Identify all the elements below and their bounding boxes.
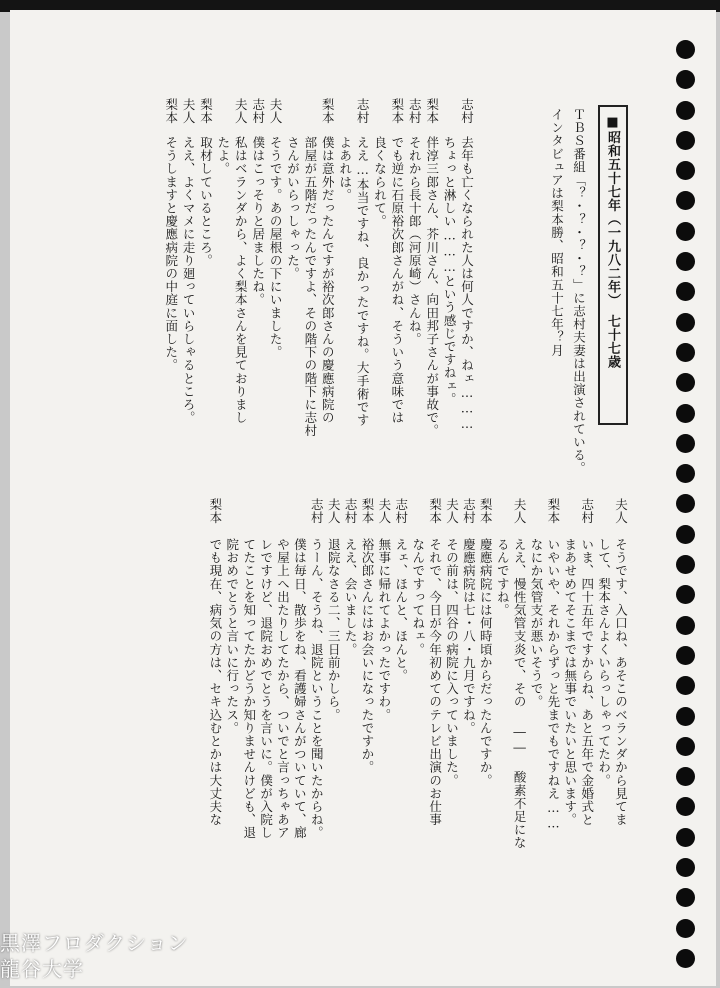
speaker-label: 梨本 bbox=[198, 98, 214, 125]
dialogue-line: ええ、よくマメに走り廻っていらしゃるところ。 bbox=[181, 136, 197, 425]
speaker-label: 夫人 bbox=[512, 498, 528, 525]
dialogue-line: 慶應病院には何時頃からだったんですか。 bbox=[478, 538, 494, 787]
dialogue-line: その前は、四谷の病院に入っていました。 bbox=[444, 538, 460, 787]
dialogue-line: 伴淳三郎さん、芥川さん、向田邦子さんが事故で。 bbox=[424, 136, 440, 438]
dialogue-line: 裕次郎さんにはお会いになったですか。 bbox=[360, 538, 375, 774]
binder-hole bbox=[676, 131, 695, 150]
dialogue-line: 慶應病院は七・八・九月ですね。 bbox=[461, 538, 477, 735]
speaker-label: 梨本 bbox=[424, 98, 440, 125]
binder-hole bbox=[676, 767, 695, 786]
binder-hole bbox=[676, 70, 695, 89]
binder-hole bbox=[676, 616, 695, 635]
dialogue-line: 私はベランダから、よく梨本さんを見ておりまし bbox=[233, 136, 249, 425]
dialogue-line: なにか気管支が悪いそうで。 bbox=[529, 538, 544, 709]
binder-hole bbox=[676, 676, 695, 695]
speaker-label: 志村 bbox=[459, 98, 475, 125]
speaker-label: 梨本 bbox=[389, 98, 405, 125]
speaker-label: 梨本 bbox=[207, 498, 223, 525]
speaker-label: 夫人 bbox=[444, 498, 460, 525]
dialogue-line: ちょっと淋しい………という感じですねェ。 bbox=[442, 136, 458, 406]
watermark-line-1: 黒澤フロダクション bbox=[0, 931, 189, 955]
binder-hole bbox=[676, 858, 695, 877]
dialogue-line: 良くなられて。 bbox=[372, 136, 388, 228]
binder-hole bbox=[676, 585, 695, 604]
binder-hole bbox=[676, 828, 695, 847]
dialogue-line: 退院なさる二、三日前かしら。 bbox=[326, 538, 342, 722]
binder-hole bbox=[676, 646, 695, 665]
binder-hole bbox=[676, 40, 695, 59]
speaker-label: 志村 bbox=[309, 498, 325, 525]
dialogue-line: でも現在、病気の方は、セキ込むとかは大丈夫な bbox=[207, 538, 223, 827]
binder-hole bbox=[676, 313, 695, 332]
dialogue-line: 去年も亡くなられた人は何人ですか、ねェ……… bbox=[459, 136, 475, 432]
speaker-label: 志村 bbox=[407, 98, 423, 125]
dialogue-line: でも逆に石原裕次郎さんがね、そういう意味では bbox=[389, 136, 405, 425]
speaker-label: 夫人 bbox=[268, 98, 284, 125]
dialogue-line: ええ…本当ですね、良かったですね。大手術です bbox=[355, 136, 371, 427]
dialogue-line: さんがいらっしゃった。 bbox=[285, 136, 301, 281]
binder-hole bbox=[676, 888, 695, 907]
header-box bbox=[598, 105, 628, 425]
dialogue-line: なんですってねェ。 bbox=[410, 538, 426, 656]
speaker-label: 志村 bbox=[579, 498, 595, 525]
binder-hole bbox=[676, 343, 695, 362]
speaker-label: 夫人 bbox=[181, 98, 197, 125]
intro-line-1: ＴＢＳ番組「？・？・？・？」に志村夫妻は出演されている。 bbox=[571, 108, 587, 475]
binder-hole bbox=[676, 797, 695, 816]
binder-hole bbox=[676, 404, 695, 423]
binder-hole bbox=[676, 737, 695, 756]
speaker-label: 梨本 bbox=[478, 498, 494, 525]
dialogue-line: 無事に帰れてよかったですわ。 bbox=[376, 538, 392, 722]
intro-line-2: インタビュアは梨本勝、昭和五十七年？月 bbox=[549, 108, 565, 357]
binder-hole bbox=[676, 555, 695, 574]
binder-hole bbox=[676, 161, 695, 180]
dialogue-line: えェ、ほんと、ほんと。 bbox=[393, 538, 409, 683]
speaker-label: 志村 bbox=[393, 498, 409, 525]
speaker-label: 志村 bbox=[343, 498, 359, 525]
speaker-label: 夫人 bbox=[326, 498, 342, 525]
dialogue-line: そうです。あの屋根の下にいました。 bbox=[268, 136, 284, 359]
dialogue-line: いやいや、それからずっと先までもですねえ…… bbox=[545, 538, 561, 832]
binder-hole bbox=[676, 101, 695, 120]
dialogue-line: たよ。 bbox=[215, 136, 231, 176]
dialogue-line: それで、今日が今年初めてのテレビ出演のお仕事 bbox=[427, 538, 443, 827]
document-page bbox=[10, 10, 716, 986]
dialogue-line: それから長十郎（河原崎）さんね。 bbox=[407, 136, 423, 346]
binder-hole bbox=[676, 222, 695, 241]
binder-holes bbox=[676, 40, 698, 979]
speaker-label: 梨本 bbox=[360, 498, 375, 525]
dialogue-line: よあれは。 bbox=[337, 136, 353, 202]
dialogue-line: まあせめてそこまでは無事でいたいと思います。 bbox=[562, 538, 578, 827]
dialogue-line: レですけど、退院おめでとうを言いに。僕が入院し bbox=[258, 538, 274, 840]
dialogue-line: 僕は毎日、散歩をね、看護婦さんがついていて、廊 bbox=[292, 538, 308, 840]
speaker-label: 梨本 bbox=[427, 498, 443, 525]
dialogue-line: 僕はこっそりと居ましたね。 bbox=[250, 136, 266, 307]
dialogue-line: そうしますと慶應病院の中庭に面した。 bbox=[163, 136, 179, 372]
dialogue-line: 部屋が五階だったんですよ、その階下の階下に志村 bbox=[302, 136, 318, 438]
dialogue-line: して、梨本さんよくいらっしゃってたわ。 bbox=[596, 538, 612, 787]
dialogue-line: てたことを知ってたかどうか知りませんけども、退 bbox=[241, 538, 257, 840]
binder-hole bbox=[676, 949, 695, 968]
dialogue-line: そうです、入口ね、あそこのベランダから見てま bbox=[613, 538, 629, 827]
speaker-label: 夫人 bbox=[613, 498, 629, 525]
speaker-label: 志村 bbox=[355, 98, 371, 125]
dialogue-line: 僕は意外だったんですが裕次郎さんの慶應病院の bbox=[320, 136, 336, 425]
dialogue-line: 院おめでとうと言いに行ったス。 bbox=[224, 538, 240, 735]
speaker-label: 夫人 bbox=[233, 98, 249, 125]
dialogue-line: 取材しているところ。 bbox=[198, 136, 214, 267]
watermark bbox=[0, 930, 189, 982]
dialogue-line: るんですね。 bbox=[495, 538, 511, 617]
page-title: ■昭和五十七年（一九八二年） 七十七歳 bbox=[605, 115, 620, 369]
binder-hole bbox=[676, 434, 695, 453]
dialogue-line: うーん、そうね、退院ということを聞いたからね。 bbox=[309, 538, 325, 840]
dialogue-line: ええ、会いました。 bbox=[343, 538, 359, 656]
binder-hole bbox=[676, 191, 695, 210]
binder-hole bbox=[676, 373, 695, 392]
speaker-label: 梨本 bbox=[320, 98, 336, 125]
speaker-label: 志村 bbox=[250, 98, 266, 125]
dialogue-line: いま、四十五年ですからね、あと五年で金婚式と bbox=[579, 538, 595, 827]
binder-hole bbox=[676, 464, 695, 483]
watermark-line-2: 龍谷大学 bbox=[0, 957, 84, 981]
dialogue-line: や屋上へ出たりしてたから、ついでと言っちゃあア bbox=[275, 538, 291, 840]
binder-hole bbox=[676, 707, 695, 726]
binder-hole bbox=[676, 282, 695, 301]
binder-hole bbox=[676, 525, 695, 544]
binder-hole bbox=[676, 252, 695, 271]
speaker-label: 志村 bbox=[461, 498, 477, 525]
speaker-label: 夫人 bbox=[376, 498, 392, 525]
speaker-label: 梨本 bbox=[545, 498, 561, 525]
speaker-label: 梨本 bbox=[163, 98, 179, 125]
binder-hole bbox=[676, 494, 695, 513]
dialogue-line: ええ、慢性気管支炎で、その ―― 酸素不足にな bbox=[512, 538, 528, 850]
binder-hole bbox=[676, 919, 695, 938]
